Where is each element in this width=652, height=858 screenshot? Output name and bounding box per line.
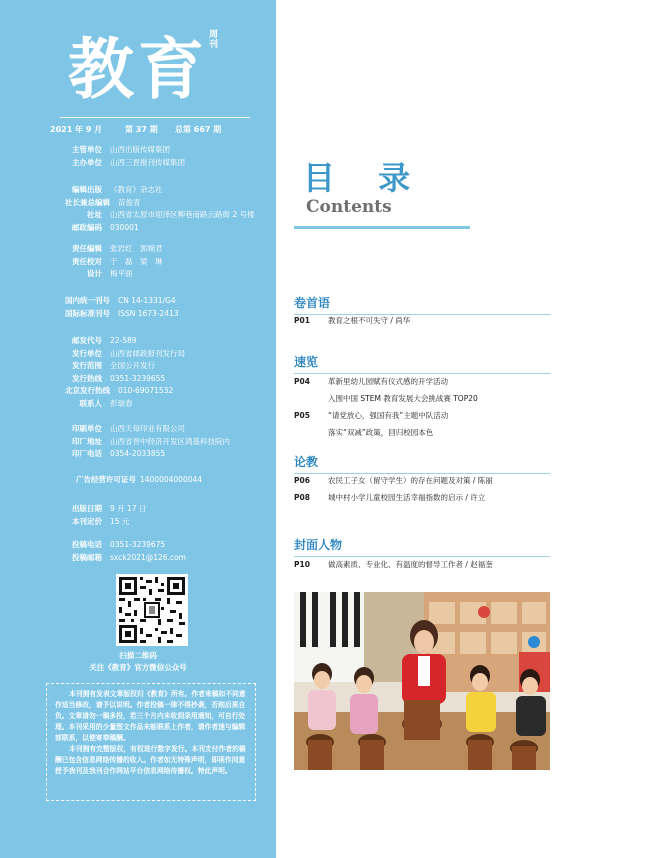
info-row: [0, 184, 276, 196]
copyright-notice: [46, 683, 256, 801]
info-value: 山西出版传媒集团: [110, 145, 170, 154]
info-key: 责任编辑: [72, 244, 102, 253]
toc-entry[interactable]: P04 革新里幼儿园赋有仪式感的开学活动: [294, 377, 448, 386]
notice-paragraph: 本刊拥有发表文章版权归《教育》所有。作者来稿如不同意作适当修改，请予以说明。作者投稿一律不得抄袭，否则后果自负。文章请勿一稿多投，若三个月内未收到录用通知，可自行处理。本刊采用的少量图文作品未能联系上作者，请作者速与编辑部联系，以便寄奉稿酬。: [55, 690, 246, 742]
issue-date: 2021 年 9 月: [50, 125, 103, 134]
info-key: 编辑出版: [72, 185, 102, 194]
notice-paragraph: 本刊拥有完整版权，有权进行数字发行。本刊支付作者的稿酬已包含信息网络传播的收入。作者如无特殊声明，即视作同意授予我刊及我刊合作网站平台信息网络传播权。特此声明。: [55, 745, 246, 775]
section-heading: 论教: [294, 453, 318, 470]
info-key: 邮发代号: [72, 336, 102, 345]
info-value: 山西省邮政报刊发行局: [110, 348, 185, 358]
info-key: 出版日期: [72, 504, 102, 513]
info-value: 张岩红 郭婉君: [110, 244, 163, 253]
info-value: 山西省晋中经济开发区鸿基科技院内: [110, 436, 230, 446]
toc-entry[interactable]: 入围中国 STEM 教育发展大会挑战赛 TOP20: [328, 394, 478, 403]
info-row: [0, 423, 276, 435]
info-key: 发行单位: [72, 348, 102, 358]
qr-follow-text: 关注《教育》官方微信公众号: [89, 663, 187, 672]
masthead-weekly-label: 周刊: [209, 30, 219, 50]
issue-total: 总第 667 期: [175, 125, 222, 134]
info-row: [0, 516, 276, 528]
info-row: [0, 503, 276, 515]
info-value: 梅平面: [110, 269, 133, 278]
toc-entry[interactable]: P01 教育之根不可失守 / 尚华: [294, 316, 411, 325]
info-value: sxck2021@126.com: [110, 552, 186, 562]
info-key: 设计: [87, 269, 102, 278]
info-value: 0351-3239675: [110, 540, 166, 549]
toc-subtitle: Contents: [306, 197, 392, 217]
info-value: 010-69071532: [118, 386, 174, 395]
info-row: [0, 243, 276, 255]
toc-entry[interactable]: P06 农民工子女（留守学生）的存在问题及对策 / 陈丽: [294, 476, 493, 485]
info-key: 邮政编码: [72, 222, 102, 232]
info-key: 印刷单位: [72, 424, 102, 433]
toc-entry[interactable]: P08 城中村小学儿童校园生活幸福指数的启示 / 许立: [294, 493, 486, 502]
info-row: [0, 436, 276, 448]
info-row: [0, 360, 276, 372]
info-key: 投稿电话: [72, 540, 102, 549]
info-key: 广告经营许可证号: [76, 475, 136, 484]
info-row: [0, 308, 276, 320]
info-value: 22-589: [110, 336, 137, 345]
info-key: 发行热线: [72, 373, 102, 383]
section-heading: 速览: [294, 353, 318, 370]
toc-entry[interactable]: 落实“双减”政策，回归校园本色: [328, 428, 434, 437]
section-heading: 卷首语: [294, 294, 330, 311]
info-key: 投稿邮箱: [72, 552, 102, 562]
qr-caption: 扫描二维码: [119, 651, 157, 660]
qr-code-icon: [116, 574, 188, 646]
info-value: 《教育》杂志社: [110, 185, 163, 194]
toc-entry[interactable]: P05 “请党放心，强国有我”主题中队活动: [294, 411, 449, 420]
info-value: 0354-2033855: [110, 449, 166, 458]
sidebar: [0, 0, 276, 858]
info-key: 印厂地址: [72, 436, 102, 446]
info-row: [0, 398, 276, 410]
info-value: 山西省太原市迎泽区柳巷南路云路街 2 号楼: [110, 210, 255, 219]
info-row: [0, 373, 276, 385]
info-row: [0, 157, 276, 169]
info-key: 主管单位: [72, 145, 102, 154]
info-key: 印厂电话: [72, 449, 102, 458]
masthead-divider: [60, 117, 250, 118]
info-row: [0, 539, 276, 551]
info-row: [0, 209, 276, 221]
toc-title: 目 录: [303, 159, 427, 197]
info-key: 社长兼总编辑: [65, 197, 110, 207]
info-value: 030001: [110, 222, 139, 232]
info-row: [0, 268, 276, 280]
info-key: 本刊定价: [72, 516, 102, 526]
info-row: [0, 448, 276, 460]
info-row: [0, 348, 276, 360]
cover-photo: [294, 592, 550, 770]
toc-entry[interactable]: P10 做高素质、专业化、有温度的督导工作者 / 赵福奎: [294, 560, 493, 569]
info-key: 联系人: [79, 398, 102, 408]
info-value: 9 月 17 日: [110, 504, 147, 513]
info-key: 社址: [87, 210, 102, 219]
info-row: [0, 335, 276, 347]
cover-photo-image: [294, 592, 550, 770]
info-row: [0, 222, 276, 234]
info-key: 北京发行热线: [65, 386, 110, 395]
issue-number: 第 37 期: [125, 125, 158, 134]
info-key: 责任校对: [72, 256, 102, 266]
info-value: 于 磊 梁 琳: [110, 256, 163, 266]
info-value: ISSN 1673-2413: [118, 308, 179, 318]
info-key: 主办单位: [72, 157, 102, 167]
info-value: CN 14-1331/G4: [118, 296, 176, 305]
info-row: [0, 197, 276, 209]
toc-divider: [294, 226, 470, 229]
info-key: 国际标准刊号: [65, 308, 110, 318]
info-value: 全国公开发行: [110, 361, 155, 370]
info-row: [0, 474, 276, 486]
qr-code[interactable]: [116, 574, 188, 646]
masthead-title: 教育: [68, 30, 208, 108]
info-value: 15 元: [110, 516, 130, 526]
info-row: [0, 552, 276, 564]
info-row: [0, 385, 276, 397]
info-row: [0, 295, 276, 307]
info-value: 彭瑞春: [110, 398, 133, 408]
info-key: 国内统一刊号: [65, 296, 110, 305]
section-heading: 封面人物: [294, 536, 342, 553]
info-row: [0, 144, 276, 156]
info-value: 山西三晋报刊传媒集团: [110, 157, 185, 167]
info-value: 山西天每印业有限公司: [110, 424, 185, 433]
info-value: 苗俊青: [118, 197, 141, 207]
info-value: 0351-3239655: [110, 373, 166, 383]
info-row: [0, 256, 276, 268]
info-value: 1400004000044: [140, 475, 203, 484]
info-key: 发行范围: [72, 361, 102, 370]
